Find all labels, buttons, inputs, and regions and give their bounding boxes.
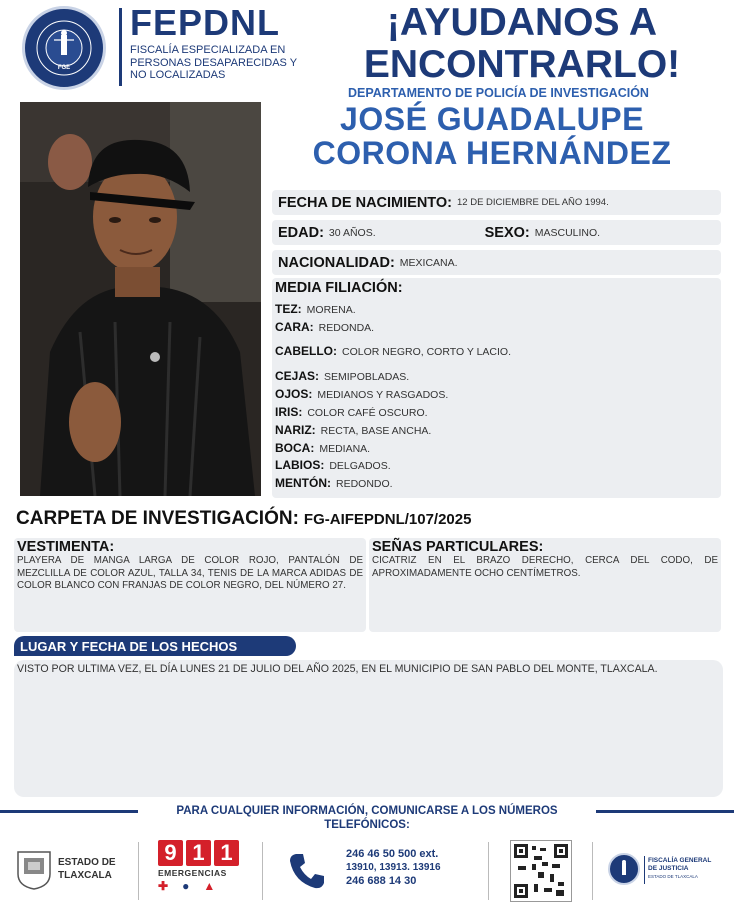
filiacion-value: COLOR NEGRO, CORTO Y LACIO. (342, 345, 512, 358)
filiacion-item (275, 405, 718, 423)
filiacion-item (275, 369, 718, 387)
tlaxcala-shield-icon (16, 850, 52, 890)
justice-icon (614, 859, 634, 879)
fge-seal (22, 6, 106, 90)
footer-sep-3 (488, 842, 489, 900)
footer-sep-2 (262, 842, 263, 900)
age-label: EDAD: (278, 224, 324, 241)
digit-1b: 1 (214, 840, 239, 866)
footer-line-left (0, 810, 138, 813)
footer-line-right (596, 810, 734, 813)
filiacion-item (275, 441, 718, 459)
filiacion-value: COLOR CAFÉ OSCURO. (307, 406, 428, 419)
filiacion-label: NARIZ: (275, 422, 316, 437)
vestimenta-panel (14, 538, 366, 632)
footer-sep-4 (592, 842, 593, 900)
headline: ¡AYUDANOS A ENCONTRARLO! (363, 1, 681, 86)
vestimenta-title: VESTIMENTA: (17, 539, 115, 555)
digit-9: 9 (158, 840, 183, 866)
filiacion-value: MORENA. (306, 304, 356, 316)
birth-label: FECHA DE NACIMIENTO: (278, 194, 452, 211)
phone-ext: 13910, 13913. 13916 (346, 862, 441, 873)
emergency-number (158, 840, 242, 866)
emergency-label: EMERGENCIAS (158, 868, 227, 878)
filiacion-value: RECTA, BASE ANCHA. (320, 424, 432, 437)
filiacion-item (275, 302, 718, 320)
filiacion-list (275, 302, 718, 494)
filiacion-item (275, 476, 718, 494)
header-divider (119, 8, 122, 86)
age-value: 30 AÑOS. (328, 226, 376, 239)
birth-row (272, 190, 721, 215)
senas-title: SEÑAS PARTICULARES: (372, 539, 544, 555)
department: DEPARTAMENTO DE POLICÍA DE INVESTIGACIÓN (348, 86, 649, 100)
phone-1: 246 46 50 500 ext. (346, 848, 439, 860)
fge-footer-seal (608, 853, 640, 885)
filiacion-value: DELGADOS. (329, 460, 391, 473)
filiacion-label: CABELLO: (275, 343, 337, 358)
carpeta-value: FG-AIFEPDNL/107/2025 (303, 511, 472, 528)
hechos-panel (14, 660, 723, 797)
filiacion-item (275, 320, 718, 338)
filiacion-value: MEDIANA. (319, 442, 371, 455)
estado-tlaxcala: ESTADO DE TLAXCALA (58, 857, 116, 881)
filiacion-label: MENTÓN: (275, 476, 331, 491)
filiacion-label: LABIOS: (275, 458, 325, 473)
nationality-label: NACIONALIDAD: (278, 254, 395, 271)
seal-center-text: FGE (57, 65, 71, 71)
fire-icon: ▲ (203, 879, 216, 893)
hechos-title: LUGAR Y FECHA DE LOS HECHOS (20, 638, 238, 654)
org-acronym: FEPDNL (130, 2, 280, 43)
filiacion-item (275, 344, 718, 362)
person-photo-illustration (20, 102, 261, 496)
sex-label: SEXO: (484, 224, 530, 241)
footer-info: PARA CUALQUIER INFORMACIÓN, COMUNICARSE A LOS NÚMEROS TELEFÓNICOS: (176, 805, 558, 831)
filiacion-item (275, 458, 718, 476)
phone-icon (286, 850, 328, 892)
hechos-banner (14, 636, 296, 656)
filiacion-value: REDONDO. (336, 478, 393, 491)
filiacion-value: SEMIPOBLADAS. (324, 371, 410, 384)
red-cross-icon: ✚ (158, 879, 169, 893)
carpeta-label: CARPETA DE INVESTIGACIÓN: (16, 508, 299, 529)
filiacion-value: REDONDA. (318, 321, 375, 334)
digit-1a: 1 (186, 840, 211, 866)
emergency-icons (158, 879, 242, 893)
filiacion-label: BOCA: (275, 440, 315, 455)
nationality-value: MEXICANA. (399, 256, 458, 269)
phone-numbers (346, 848, 441, 888)
filiacion-label: IRIS: (275, 404, 303, 419)
fge-footer-divider (644, 856, 645, 884)
filiacion-label: TEZ: (275, 302, 302, 316)
person-name: JOSÉ GUADALUPE CORONA HERNÁNDEZ (312, 101, 672, 171)
emergency-911 (158, 840, 242, 893)
senas-panel (369, 538, 721, 632)
sex-value: MASCULINO. (534, 226, 601, 239)
phone-2: 246 688 14 30 (346, 875, 417, 887)
filiacion-label: CEJAS: (275, 369, 320, 384)
vestimenta-text: PLAYERA DE MANGA LARGA DE COLOR ROJO, PANTALÓN DE MEZCLILLA DE COLOR AZUL, TALLA 34, TENIS DE LA MARCA ADIDAS DE COLOR BLANCO CON FRANJAS DE COLOR NEGRO, DEL NÚMERO 27. (17, 555, 363, 591)
org-name: FISCALÍA ESPECIALIZADA EN PERSONAS DESAPARECIDAS Y NO LOCALIZADAS (130, 44, 298, 81)
nationality-row (272, 250, 721, 275)
birth-value: 12 DE DICIEMBRE DEL AÑO 1994. (457, 197, 609, 208)
filiacion-item (275, 387, 718, 405)
filiacion-value: MEDIANOS Y RASGADOS. (317, 389, 449, 402)
filiacion-panel (272, 278, 721, 498)
filiacion-label: CARA: (275, 319, 314, 334)
footer-sep-1 (138, 842, 139, 900)
filiacion-label: OJOS: (275, 387, 313, 402)
filiacion-title: MEDIA FILIACIÓN: (275, 280, 403, 296)
hechos-text: VISTO POR ULTIMA VEZ, EL DÍA LUNES 21 DE JULIO DEL AÑO 2025, EN EL MUNICIPIO DE SAN PABLO DEL MONTE, TLAXCALA. (17, 663, 658, 675)
fge-footer-text: FISCALÍA GENERAL DE JUSTICIA ESTADO DE TLAXCALA (648, 857, 712, 879)
qr-code-icon[interactable] (510, 840, 572, 902)
filiacion-item (275, 423, 718, 441)
missing-person-photo (20, 102, 261, 496)
age-sex-row (272, 220, 721, 245)
police-icon: ● (182, 879, 190, 893)
senas-text: CICATRIZ EN EL BRAZO DERECHO, CERCA DEL CODO, DE APROXIMADAMENTE OCHO CENTÍMETROS. (372, 555, 718, 579)
carpeta-row (16, 508, 471, 530)
